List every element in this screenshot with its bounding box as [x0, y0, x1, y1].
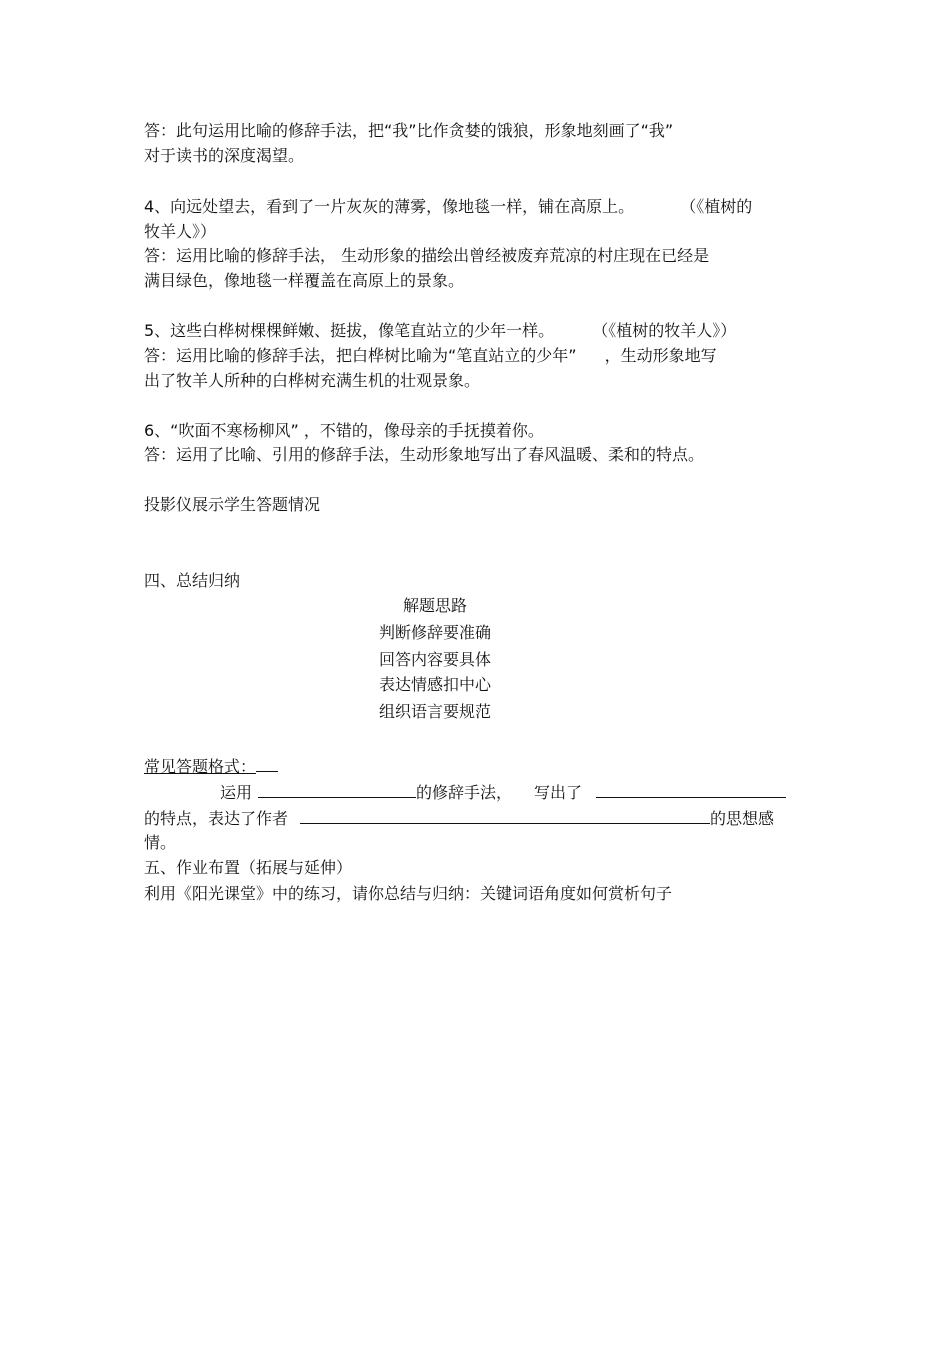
question-6: 6、“吹面不寒杨柳风” ，不错的，像母亲的手抚摸着你。 [144, 421, 544, 440]
answer-1-line-1: 答：此句运用比喻的修辞手法，把“我”比作贪婪的饿狼，形象地刻画了“我” [144, 121, 674, 140]
projector-note: 投影仪展示学生答题情况 [144, 495, 321, 514]
approach-item: 表达情感扣中心 [378, 675, 491, 694]
format-feature-label: 的特点，表达了作者 [144, 809, 289, 828]
format-line-3: 情。 [144, 833, 177, 852]
approach-item: 判断修辞要准确 [378, 623, 491, 642]
section-5-text: 利用《阳光课堂》中的练习，请你总结与归纳：关键词语角度如何赏析句子 [144, 884, 673, 903]
question-4-line-2: 牧羊人》） [144, 222, 217, 241]
format-heading [144, 753, 278, 778]
question-4-source: （《植树的 [680, 197, 753, 216]
format-heading-text: 常见答题格式： [144, 757, 257, 776]
approach-title: 解题思路 [402, 596, 467, 615]
format-wrote-label: 写出了 [534, 783, 583, 802]
answer-5-line-1 [144, 345, 717, 367]
format-thought-label: 的思想感 [710, 809, 775, 828]
question-5 [144, 320, 736, 342]
approach-item: 组织语言要规范 [378, 702, 491, 721]
question-4-text: 4、向远处望去，看到了一片灰灰的薄雾，像地毯一样，铺在高原上。 [144, 197, 635, 216]
heading-underline [256, 753, 278, 772]
question-5-text: 5、这些白桦树棵棵鲜嫩、挺拔，像笔直站立的少年一样。 [144, 321, 555, 340]
answer-5-text-a: 答：运用比喻的修辞手法，把白桦树比喻为“笔直站立的少年” [144, 346, 577, 365]
section-5-heading: 五、作业布置（拓展与延伸） [144, 858, 353, 877]
blank-rhetoric-device[interactable] [258, 779, 416, 798]
answer-1-line-2: 对于读书的深度渴望。 [144, 146, 305, 165]
answer-4-line-2: 满目绿色，像地毯一样覆盖在高原上的景象。 [144, 271, 465, 290]
format-use-label: 运用 [220, 783, 253, 802]
blank-features[interactable] [596, 779, 786, 798]
question-4-line-1 [144, 196, 752, 218]
format-line-1 [220, 779, 786, 804]
approach-item: 回答内容要具体 [378, 650, 491, 669]
answer-5-text-b: ，生动形象地写 [604, 346, 717, 365]
format-device-label: 的修辞手法， [416, 783, 513, 802]
blank-author-emotion[interactable] [300, 805, 710, 824]
question-5-source: （《植树的牧羊人》） [592, 321, 737, 340]
answer-4-line-1: 答：运用比喻的修辞手法， 生动形象的描绘出曾经被废弃荒凉的村庄现在已经是 [144, 246, 710, 265]
answer-6: 答：运用了比喻、引用的修辞手法，生动形象地写出了春风温暖、柔和的特点。 [144, 445, 705, 464]
answer-5-line-2: 出了牧羊人所种的白桦树充满生机的壮观景象。 [144, 371, 481, 390]
section-4-heading: 四、总结归纳 [144, 571, 241, 590]
format-line-2 [144, 805, 774, 830]
